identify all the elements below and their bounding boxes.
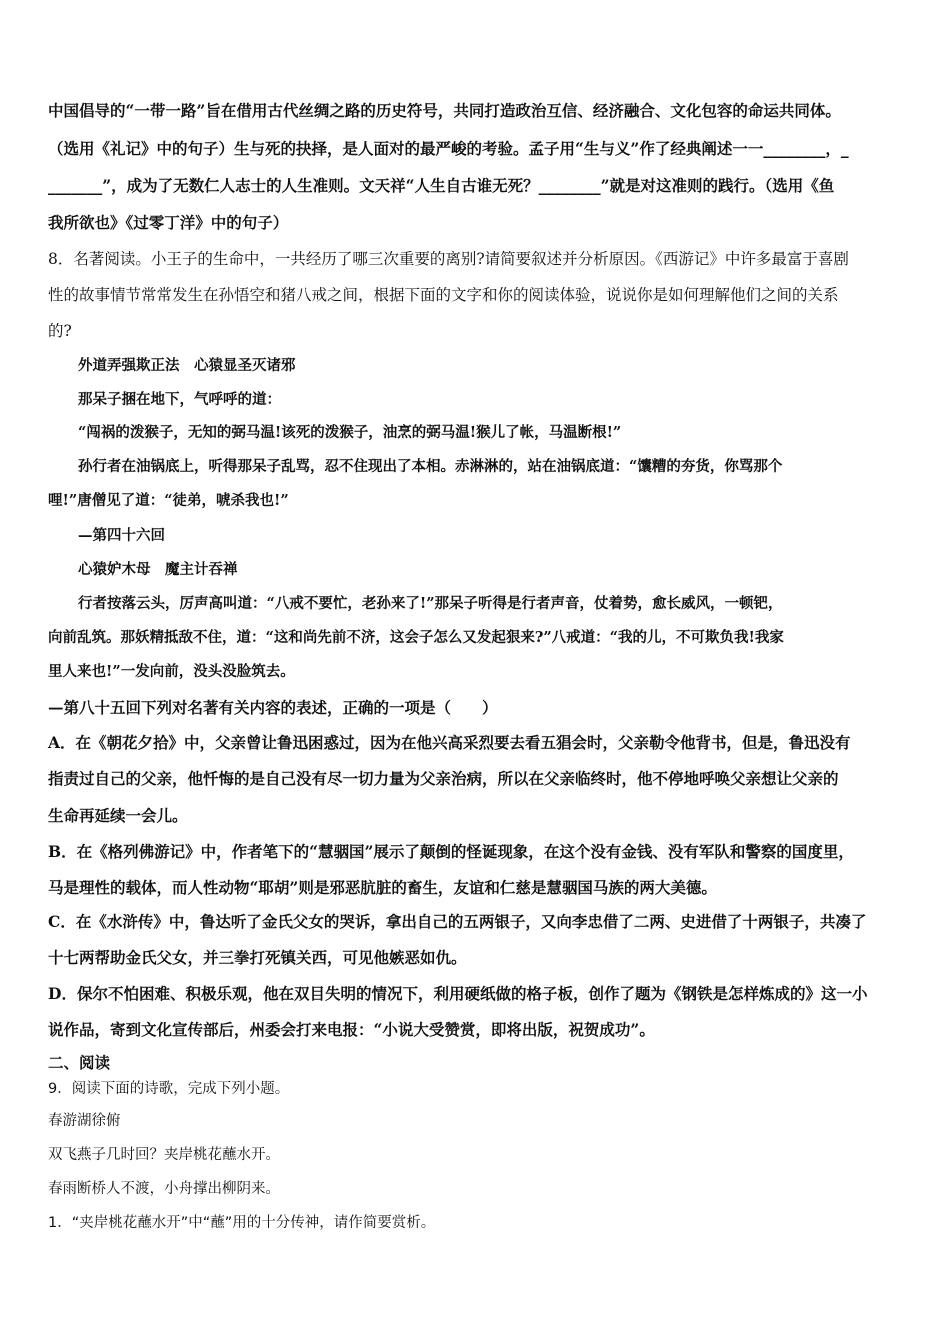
option-c: C．在《水浒传》中，鲁达听了金氏父女的哭诉，拿出自己的五两银子，又向李忠借了二两、史进借了十两银子，共凑了 xyxy=(48,912,867,931)
text-line: （选用《礼记》中的句子）生与死的抉择，是人面对的最严峻的考验。孟子用“生与义”作了经典阐述一一________，_ xyxy=(48,139,849,158)
poem-line: 双飞燕子几时回？夹岸桃花蘸水开。 xyxy=(48,1147,280,1163)
option-b-cont: 马是理性的载体，而人性动物“耶胡”则是邪恶肮脏的畜生，友谊和仁慈是慧骃国马族的两大美德。 xyxy=(48,878,717,897)
option-a: A．在《朝花夕拾》中，父亲曾让鲁迅困惑过，因为在他兴高采烈要去看五猖会时，父亲勒令他背书，但是，鲁迅没有 xyxy=(48,733,851,752)
question-9-text: 9．阅读下面的诗歌，完成下列小题。 xyxy=(48,1081,290,1097)
text-line: 的? xyxy=(48,322,72,340)
chapter-title: 外道弄强欺正法 心猿显圣灭诸邪 xyxy=(78,357,296,374)
option-d: D．保尔不怕困难、积极乐观，他在双目失明的情况下，利用硬纸做的格子板，创作了题为《钢铁是怎样炼成的》这一小 xyxy=(48,984,868,1003)
text-line: 性的故事情节常常发生在孙悟空和猪八戒之间，根据下面的文字和你的阅读体验，说说你是如何理解他们之间的关系 xyxy=(48,286,839,304)
excerpt-line: 孙行者在油锅底上，听得那呆子乱骂，忍不住现出了本相。赤淋淋的，站在油锅底道：“馕糟的夯货，你骂那个 xyxy=(78,458,783,475)
text-line: _______”，成为了无数仁人志士的人生准则。文天祥“人生自古谁无死？________”就是对这准则的践行。（选用《鱼 xyxy=(48,176,835,195)
section-heading: 二、阅读 xyxy=(48,1053,111,1072)
option-a-cont: 指责过自己的父亲，他忏悔的是自己没有尽一切力量为父亲治病，所以在父亲临终时，他不停地呼唤父亲想让父亲的 xyxy=(48,769,839,788)
excerpt-line: “闯祸的泼猴子，无知的弼马温!该死的泼猴子，油烹的弼马温!猴儿了帐，马温断根!” xyxy=(78,424,622,441)
excerpt-line: 向前乱筑。那妖精抵敌不住，道：“这和尚先前不济，这会子怎么又发起狠来?”八戒道：“我的儿，不可欺负我!我家 xyxy=(48,629,784,646)
option-a-cont: 生命再延续一会儿。 xyxy=(48,806,188,825)
excerpt-line: 里人来也!”一发向前，没头没脸筑去。 xyxy=(48,663,295,680)
chapter-title: 心猿妒木母 魔主计吞禅 xyxy=(78,561,238,578)
text-line: 中国倡导的“一带一路”旨在借用古代丝绸之路的历史符号，共同打造政治互信、经济融合、文化包容的命运共同体。 xyxy=(48,101,841,120)
text-line: 我所欲也》《过零丁洋》中的句子） xyxy=(48,213,289,232)
chapter-reference: —第四十六回 xyxy=(78,527,165,544)
question-8-text: 8．名著阅读。小王子的生命中，一共经历了哪三次重要的离别?请简要叙述并分析原因。《西游记》中许多最富于喜剧 xyxy=(48,250,849,268)
excerpt-line: 行者按落云头，厉声高叫道：“八戒不要忙，老孙来了!”那呆子听得是行者声音，仗着势，愈长威风，一顿钯， xyxy=(78,595,783,612)
question-stem: —第八十五回下列对名著有关内容的表述，正确的一项是（ ） xyxy=(48,698,498,717)
option-c-cont: 十七两帮助金氏父女，并三拳打死镇关西，可见他嫉恶如仇。 xyxy=(48,948,467,967)
poem-line: 春雨断桥人不渡，小舟撑出柳阴来。 xyxy=(48,1181,280,1197)
poem-title: 春游湖徐俯 xyxy=(48,1113,121,1129)
excerpt-line: 哩!”唐僧见了道：“徒弟，唬杀我也!” xyxy=(48,492,289,509)
option-d-cont: 说作品，寄到文化宣传部后，州委会打来电报：“小说大受赞赏，即将出版，祝贺成功”。 xyxy=(48,1020,655,1039)
excerpt-line: 那呆子捆在地下，气呼呼的道： xyxy=(78,391,281,408)
sub-question: 1．“夹岸桃花蘸水开”中“蘸”用的十分传神，请作简要赏析。 xyxy=(48,1215,436,1231)
option-b: B．在《格列佛游记》中，作者笔下的“慧骃国”展示了颠倒的怪诞现象，在这个没有金钱、没有军队和警察的国度里， xyxy=(48,842,854,861)
